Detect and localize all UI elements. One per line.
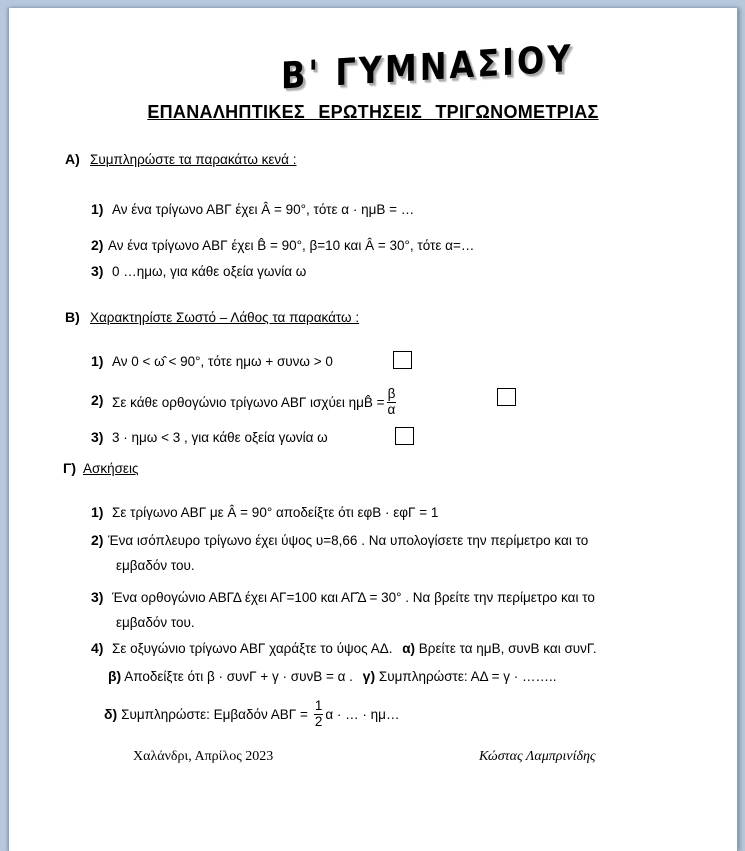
section-c-heading: Ασκήσεις <box>83 461 139 476</box>
c-q4-bc-line <box>108 668 557 684</box>
c-q4-number: 4) <box>91 640 104 656</box>
a-q2-number: 2) <box>91 237 104 253</box>
b-q2-fraction <box>387 387 397 416</box>
c-q4-intro: Σε οξυγώνιο τρίγωνο ΑΒΓ χαράξτε το ύψος ΑΔ. <box>112 641 393 656</box>
b-q3-text: 3 · ημω < 3 , για κάθε οξεία γωνία ω <box>112 430 328 445</box>
c-q4-a-label: α) <box>402 641 416 656</box>
footer-place-date: Χαλάνδρι, Απρίλος 2023 <box>133 749 274 764</box>
c-q4-d-text-post: α · … · ημ… <box>325 706 400 722</box>
b-q1-answer-box[interactable] <box>393 351 412 369</box>
c-q4-b-text: Αποδείξτε ότι β · συνΓ + γ · συνΒ = α . <box>124 669 353 684</box>
b-q2-number: 2) <box>91 392 104 408</box>
c-q1-number: 1) <box>91 504 104 520</box>
c-q1-text: Σε τρίγωνο ΑΒΓ με Â = 90° αποδείξτε ότι εφΒ · εφΓ = 1 <box>112 505 439 520</box>
c-q3-line2: εμβαδόν του. <box>116 615 195 630</box>
c-q2-line1: Ένα ισόπλευρο τρίγωνο έχει ύψος υ=8,66 . Να υπολογίσετε την περίμετρο και το <box>108 533 589 548</box>
b-q3-number: 3) <box>91 429 104 445</box>
c-q4-b-label: β) <box>108 668 122 684</box>
c-q4-d-text-pre: Συμπληρώστε: Εμβαδόν ΑΒΓ = <box>121 706 308 722</box>
c-q2-number: 2) <box>91 532 104 548</box>
c-q3-line1: Ένα ορθογώνιο ΑΒΓΔ έχει ΑΓ=100 και ΑΓ̂Δ = 30° . Να βρείτε την περίμετρο και το <box>112 590 595 605</box>
section-a-letter: Α) <box>65 151 80 167</box>
c-q4-c-text: Συμπληρώστε: ΑΔ = γ · …….. <box>378 669 557 684</box>
a-q3-number: 3) <box>91 263 104 279</box>
a-q1-number: 1) <box>91 201 104 217</box>
section-c-letter: Γ) <box>63 460 77 476</box>
c-q4-d-fraction-denominator: 2 <box>314 713 323 729</box>
c-q4-d-fraction <box>314 699 324 728</box>
section-b-heading: Χαρακτηρίστε Σωστό – Λάθος τα παρακάτω : <box>90 310 360 325</box>
c-q4-c-label: γ) <box>362 668 376 684</box>
document-title: ΕΠΑΝΑΛΗΠΤΙΚΕΣ ΕΡΩΤΗΣΕΙΣ ΤΡΙΓΩΝΟΜΕΤΡΙΑΣ <box>147 102 599 122</box>
grade-wordart: Β' ΓΥΜΝΑΣΙΟΥ <box>281 36 574 98</box>
a-q3-text: 0 …ημω, για κάθε οξεία γωνία ω <box>112 264 307 279</box>
c-q4-d-fraction-numerator: 1 <box>314 698 323 714</box>
c-q4-a-text: Βρείτε τα ημΒ, συνΒ και συνΓ. <box>418 641 597 656</box>
b-q1-text: Αν 0 < ω̂ < 90°, τότε ημω + συνω > 0 <box>112 354 333 369</box>
b-q2-text: Σε κάθε ορθογώνιο τρίγωνο ΑΒΓ ισχύει ημB̂ = <box>112 394 385 410</box>
a-q2-text: Αν ένα τρίγωνο ΑΒΓ έχει B̂ = 90°, β=10 και Â = 30°, τότε α=… <box>108 238 475 253</box>
a-q1-text: Αν ένα τρίγωνο ΑΒΓ έχει Â = 90°, τότε α · ημΒ = … <box>112 202 415 217</box>
b-q2-answer-box[interactable] <box>497 388 516 406</box>
c-q4-d-line <box>104 694 399 734</box>
footer-author: Κώστας Λαμπρινίδης <box>479 749 596 764</box>
b-q2-fraction-denominator: α <box>387 401 396 417</box>
document-page <box>8 8 738 851</box>
b-q2-fraction-numerator: β <box>387 386 396 402</box>
b-q2-line <box>112 382 398 422</box>
section-b-letter: Β) <box>65 309 80 325</box>
c-q4-d-label: δ) <box>104 706 118 722</box>
c-q4-intro-line <box>112 641 597 656</box>
b-q3-answer-box[interactable] <box>395 427 414 445</box>
c-q2-line2: εμβαδόν του. <box>116 558 195 573</box>
c-q3-number: 3) <box>91 589 104 605</box>
section-a-heading: Συμπληρώστε τα παρακάτω κενά : <box>90 152 297 167</box>
b-q1-number: 1) <box>91 353 104 369</box>
